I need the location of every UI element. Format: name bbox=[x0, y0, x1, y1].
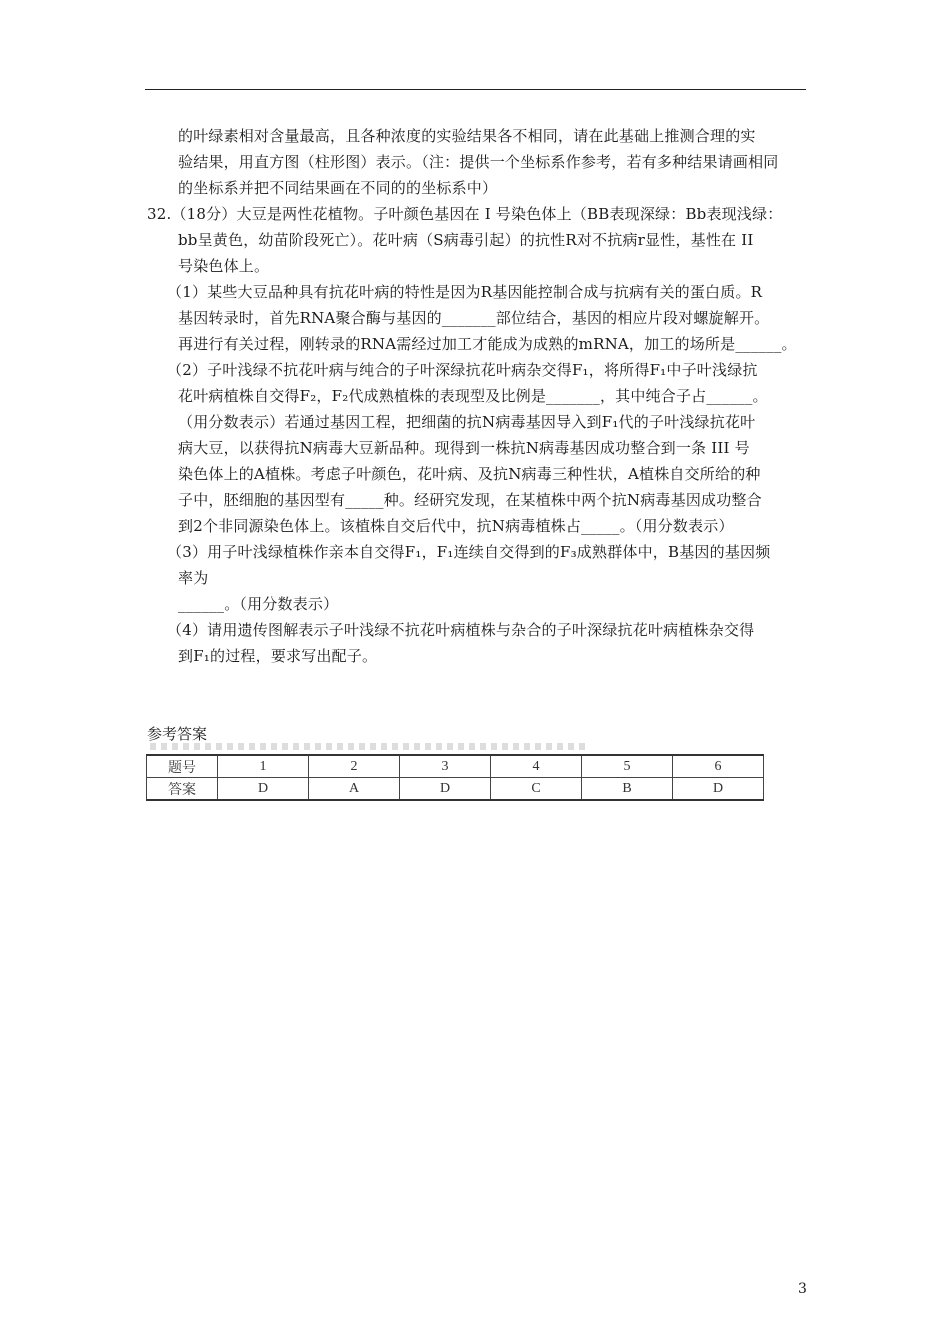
text-line: （用分数表示）若通过基因工程，把细菌的抗N病毒基因导入到F₁代的子叶浅绿抗花叶 bbox=[178, 413, 756, 431]
row-header-answer: 答案 bbox=[147, 778, 218, 801]
text-line: 基因转录时，首先RNA聚合酶与基因的_______部位结合，基因的相应片段对螺旋解开。 bbox=[178, 309, 770, 327]
text-line: bb呈黄色，幼苗阶段死亡）。花叶病（S病毒引起）的抗性R对不抗病r显性，基性在 II bbox=[178, 231, 754, 249]
answer-cell: C bbox=[491, 778, 582, 801]
text-line: 32.（18分）大豆是两性花植物。子叶颜色基因在 I 号染色体上（BB表现深绿：Bb表现浅绿： bbox=[147, 205, 783, 223]
text-line: 染色体上的A植株。考虑子叶颜色，花叶病、及抗N病毒三种性状，A植株自交所给的种 bbox=[178, 465, 761, 483]
text-line: 花叶病植株自交得F₂，F₂代成熟植株的表现型及比例是_______，其中纯合子占______。 bbox=[178, 387, 768, 405]
text-line: 病大豆，以获得抗N病毒大豆新品种。现得到一株抗N病毒基因成功整合到一条 III 号 bbox=[178, 439, 750, 457]
text-line: 率为 bbox=[178, 569, 209, 587]
answer-cell: B bbox=[582, 778, 673, 801]
question-number: 6 bbox=[673, 755, 764, 778]
header-rule bbox=[145, 89, 806, 90]
text-line: ______。（用分数表示） bbox=[178, 595, 339, 613]
text-line: 子中，胚细胞的基因型有_____种。经研究发现，在某植株中两个抗N病毒基因成功整合 bbox=[178, 491, 762, 509]
text-line: （2）子叶浅绿不抗花叶病与纯合的子叶深绿抗花叶病杂交得F₁，将所得F₁中子叶浅绿抗 bbox=[167, 361, 758, 379]
text-line: （3）用子叶浅绿植株作亲本自交得F₁，F₁连续自交得到的F₃成熟群体中，B基因的基因频 bbox=[167, 543, 771, 561]
row-header-number: 题号 bbox=[147, 755, 218, 778]
question-number: 5 bbox=[582, 755, 673, 778]
text-line: （1）某些大豆品种具有抗花叶病的特性是因为R基因能控制合成与抗病有关的蛋白质。R bbox=[167, 283, 763, 301]
answer-table bbox=[146, 754, 764, 801]
question-number: 1 bbox=[218, 755, 309, 778]
table-row bbox=[147, 755, 764, 778]
text-line: 号染色体上。 bbox=[178, 257, 270, 275]
answer-cell: D bbox=[218, 778, 309, 801]
text-line: 到2个非同源染色体上。该植株自交后代中，抗N病毒植株占_____。（用分数表示） bbox=[178, 517, 734, 535]
question-number: 4 bbox=[491, 755, 582, 778]
answer-cell: A bbox=[309, 778, 400, 801]
text-line: （4）请用遗传图解表示子叶浅绿不抗花叶病植株与杂合的子叶深绿抗花叶病植株杂交得 bbox=[167, 621, 755, 639]
answer-cell: D bbox=[673, 778, 764, 801]
scan-artifact bbox=[150, 743, 590, 750]
answer-cell: D bbox=[400, 778, 491, 801]
text-line: 的叶绿素相对含量最高，且各种浓度的实验结果各不相同，请在此基础上推测合理的实 bbox=[178, 127, 756, 145]
question-number: 2 bbox=[309, 755, 400, 778]
table-row bbox=[147, 778, 764, 801]
text-line: 再进行有关过程，刚转录的RNA需经过加工才能成为成熟的mRNA，加工的场所是______。 bbox=[178, 335, 797, 353]
page-number: 3 bbox=[798, 1281, 807, 1297]
question-number: 3 bbox=[400, 755, 491, 778]
answer-section-title: 参考答案 bbox=[147, 725, 208, 743]
text-line: 到F₁的过程，要求写出配子。 bbox=[178, 647, 378, 665]
text-line: 验结果，用直方图（柱形图）表示。（注：提供一个坐标系作参考，若有多种结果请画相同 bbox=[178, 153, 779, 171]
text-line: 的坐标系并把不同结果画在不同的的坐标系中） bbox=[178, 179, 498, 197]
